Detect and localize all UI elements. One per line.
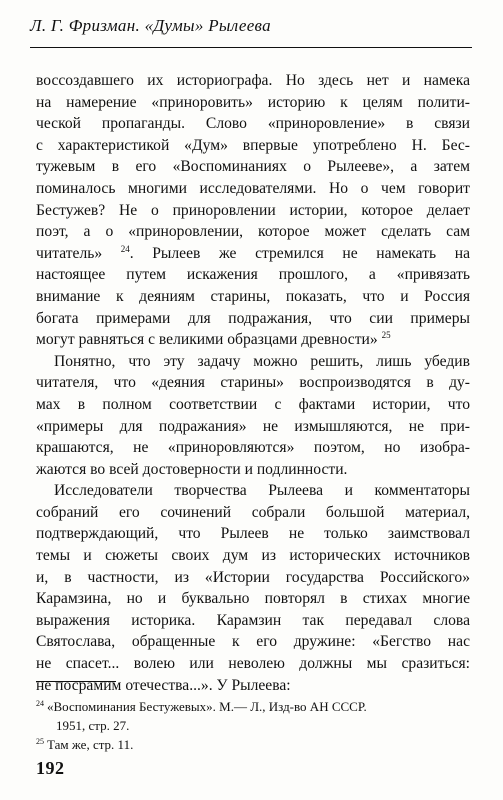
text-line	[36, 243, 470, 265]
footnote-24-continued: 1951, стр. 27.	[56, 718, 130, 733]
footnote-text: Там же, стр. 11.	[47, 737, 134, 752]
text-line: с характеристикой «Дум» впервые употреблено Н. Бес-	[36, 136, 470, 154]
text-line: богата примерами для подражания, что сии примеры	[36, 309, 470, 327]
text-line: ческой пропаганды. Слово «приноровление» в связи	[36, 115, 470, 133]
text-line: Святослава, обращенные к его дружине: «Бегство нас	[36, 633, 470, 651]
text-line: поэт, а о «приноровлении, которое может сделать сам	[36, 223, 470, 241]
text-line: жаются во всей достоверности и подлинности.	[36, 460, 348, 478]
paragraph-first-line: Понятно, что эту задачу можно решить, лишь убедив	[54, 352, 470, 370]
text-fragment: могут равняться с великими образцами древности»	[36, 331, 378, 349]
text-line: не спасет... волею или неволею должны мы сразиться:	[36, 655, 470, 673]
text-line: внимание к деяниям старины, показать, что и Россия	[36, 287, 470, 305]
text-line: на намерение «приноровить» историю к целям полити-	[36, 93, 470, 111]
text-line: и, в частности, из «Истории государства Российского»	[36, 568, 470, 586]
page-number: 192	[36, 758, 65, 778]
text-line: Карамзина, но и буквально повторял в стихах многие	[36, 590, 470, 608]
footnote-mark: 24	[36, 698, 44, 708]
footnote-mark: 25	[36, 736, 44, 746]
footnote-divider	[36, 681, 116, 682]
text-line: Бестужев? Не о приноровлении истории, которое делает	[36, 201, 470, 219]
text-line: подтверждающий, что Рылеев не только заимствовал	[36, 525, 470, 543]
text-line: собраний его сочинений собрали большой материал,	[36, 503, 470, 521]
text-line	[36, 329, 470, 351]
text-line: настоящее путем искажения прошлого, а «привязать	[36, 266, 470, 284]
paragraph-first-line: Исследователи творчества Рылеева и комментаторы	[54, 482, 470, 500]
text-line: читателя, что «деяния старины» воспроизводятся в ду-	[36, 374, 470, 392]
footnote-ref-24: 24	[120, 243, 130, 254]
footnote-text: «Воспоминания Бестужевых». М.— Л., Изд-во АН СССР.	[47, 699, 367, 714]
text-line: крашаются, не «приноровляются» поэтом, но изобра-	[36, 439, 470, 457]
text-fragment: . Рылеев же стремился не намекать на	[129, 244, 470, 262]
text-line: не посрамим отечества...». У Рылеева:	[36, 676, 291, 694]
running-head: Л. Г. Фризман. «Думы» Рылеева	[30, 16, 271, 35]
text-line: темы и сюжеты своих дум из исторических источников	[36, 547, 470, 565]
text-fragment: читатель»	[36, 244, 103, 262]
header-divider	[30, 47, 472, 48]
body-text	[36, 70, 470, 696]
text-line: мах в полном соответствии с фактами истории, что	[36, 395, 470, 413]
footnote-24	[36, 697, 470, 716]
footnote-25	[36, 735, 470, 754]
footnote-ref-25: 25	[381, 329, 391, 340]
text-line: воссоздавшего их историографа. Но здесь нет и намека	[36, 72, 470, 89]
text-line: поминалось многими исследователями. Но о чем говорит	[36, 179, 470, 197]
text-line: выражения историка. Карамзин так передавал слова	[36, 611, 470, 629]
text-line: «примеры для подражания» не измышляются, не при-	[36, 417, 470, 435]
footnotes	[36, 697, 470, 754]
text-line: тужевым в его «Воспоминаниях о Рылееве», а затем	[36, 158, 470, 176]
